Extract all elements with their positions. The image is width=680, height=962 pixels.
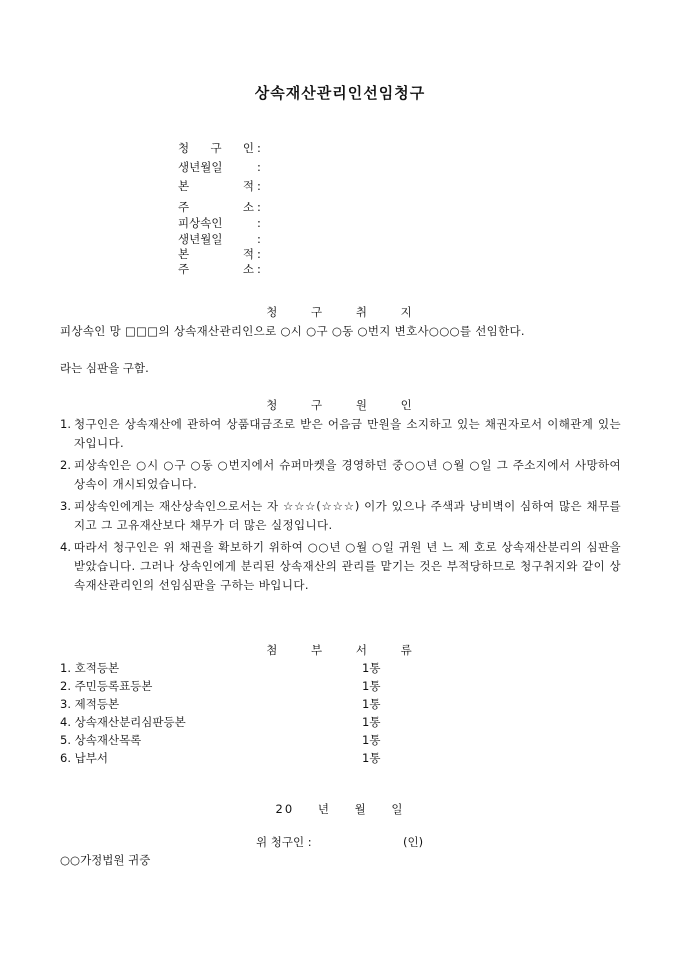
- attachment-name: 호적등본: [74, 661, 120, 675]
- claim-purpose-body: 피상속인 망 □□□의 상속재산관리인으로 ○시 ○구 ○동 ○번지 변호사○○○를 선임한다.: [60, 324, 525, 338]
- attachment-name: 납부서: [74, 751, 108, 765]
- item-number: 1.: [60, 417, 71, 431]
- attachment-item: [60, 713, 400, 731]
- list-item: [60, 497, 621, 535]
- list-item: [60, 456, 621, 494]
- field-label: 주 소: [178, 200, 254, 214]
- claim-cause-heading: 청 구 원 인: [266, 398, 414, 412]
- attachment-name: 상속재산목록: [74, 733, 142, 747]
- attachment-item: [60, 659, 400, 677]
- field-colon: :: [257, 179, 261, 193]
- attachment-number: 3.: [60, 697, 71, 711]
- field-claimant-birthdate: [178, 159, 438, 175]
- document-title: 상속재산관리인선임청구: [254, 84, 426, 102]
- field-colon: :: [257, 232, 261, 246]
- court-addressee: ○○가정법원 귀중: [60, 853, 151, 867]
- attachment-number: 4.: [60, 715, 71, 729]
- item-number: 2.: [60, 458, 71, 472]
- attachment-item: [60, 731, 400, 749]
- attachment-number: 2.: [60, 679, 71, 693]
- signer-label: 위 청구인 :: [256, 835, 312, 849]
- attachment-item: [60, 677, 400, 695]
- field-colon: :: [257, 141, 261, 155]
- item-text: 따라서 청구인은 위 채권을 확보하기 위하여 ○○년 ○월 ○일 귀원 년 느 제 호로 상속재산분리의 심판을 받았습니다. 그러나 상속인에게 분리된 상속재산의 관리를 맡기는 것은 부적당하므로 청구취지와 같이 상속재산관리인의 선임심판을 구하는 바입니다.: [74, 540, 621, 592]
- attachment-qty: 1통: [362, 751, 381, 765]
- item-number: 4.: [60, 540, 71, 554]
- attachment-item: [60, 695, 400, 713]
- field-decedent: [178, 215, 438, 231]
- field-colon: :: [257, 160, 261, 174]
- attachment-name: 제적등본: [74, 697, 120, 711]
- field-colon: :: [257, 247, 261, 261]
- field-colon: :: [257, 216, 261, 230]
- field-claimant: [178, 140, 438, 156]
- attachment-name: 주민등록표등본: [74, 679, 153, 693]
- field-decedent-address: [178, 261, 438, 277]
- field-label: 주 소: [178, 262, 254, 276]
- item-number: 3.: [60, 499, 71, 513]
- item-text: 피상속인은 ○시 ○구 ○동 ○번지에서 슈퍼마켓을 경영하던 중○○년 ○월 ○일 그 주소지에서 사망하여 상속이 개시되었습니다.: [74, 458, 621, 491]
- attachment-qty: 1통: [362, 679, 381, 693]
- attachment-number: 6.: [60, 751, 71, 765]
- attachment-item: [60, 749, 400, 767]
- attachment-number: 5.: [60, 733, 71, 747]
- field-claimant-address: [178, 199, 438, 215]
- attachment-qty: 1통: [362, 733, 381, 747]
- item-text: 피상속인에게는 재산상속인으로서는 자 ☆☆☆(☆☆☆) 이가 있으나 주색과 낭비벽이 심하여 많은 채무를 지고 그 고유재산보다 채무가 더 많은 실정입니다.: [74, 499, 621, 532]
- field-label: 본 적: [178, 179, 254, 193]
- field-decedent-domicile: [178, 246, 438, 262]
- attachment-qty: 1통: [362, 715, 381, 729]
- attachments-heading: 첨 부 서 류: [266, 643, 414, 657]
- attachment-number: 1.: [60, 661, 71, 675]
- item-text: 청구인은 상속재산에 관하여 상품대금조로 받은 어음금 만원을 소지하고 있는 채권자로서 이해관계 있는 자입니다.: [74, 417, 621, 450]
- attachment-qty: 1통: [362, 661, 381, 675]
- list-item: [60, 415, 621, 453]
- claim-purpose-closing: 라는 심판을 구함.: [60, 361, 149, 375]
- field-colon: :: [257, 200, 261, 214]
- field-label: 청 구 인: [178, 141, 254, 155]
- field-colon: :: [257, 262, 261, 276]
- claim-purpose-heading: 청 구 취 지: [266, 305, 414, 319]
- list-item: [60, 538, 621, 595]
- attachment-qty: 1통: [362, 697, 381, 711]
- attachment-name: 상속재산분리심판등본: [74, 715, 186, 729]
- field-label: 본 적: [178, 247, 254, 261]
- field-label: 생년월일: [178, 160, 223, 174]
- field-decedent-birthdate: [178, 231, 438, 247]
- date-line: 20 년 월 일: [275, 802, 405, 816]
- field-label: 피상속인: [178, 216, 223, 230]
- field-claimant-domicile: [178, 178, 438, 194]
- field-label: 생년월일: [178, 232, 223, 246]
- seal-mark: (인): [403, 835, 424, 849]
